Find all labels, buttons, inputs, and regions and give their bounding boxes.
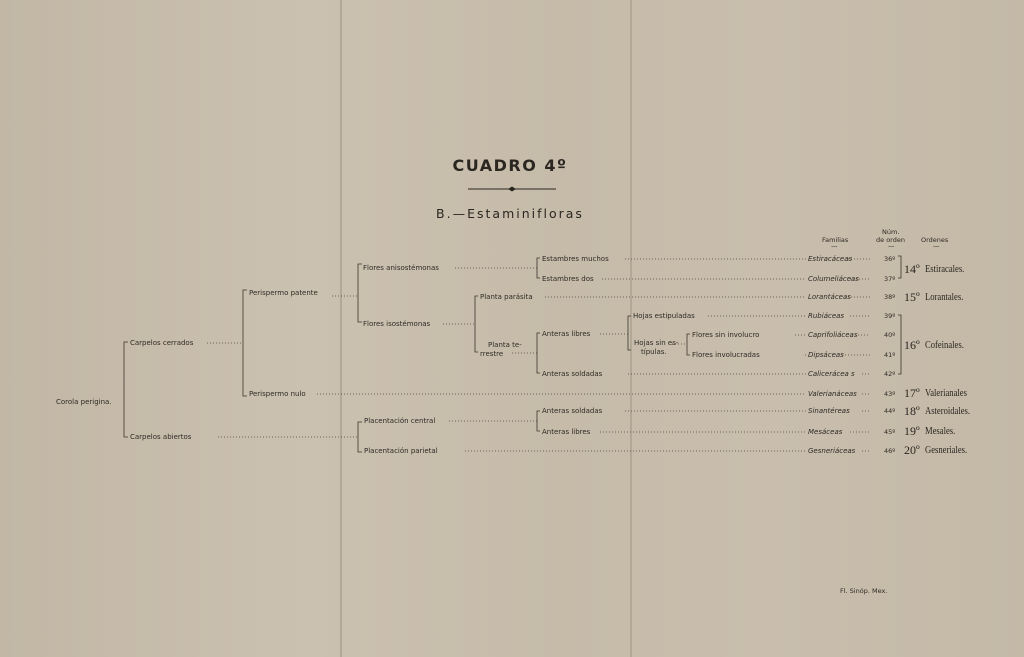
- label-carpelos-cerrados: Carpelos cerrados: [130, 339, 194, 347]
- label-flores-isostemonas: Flores isostémonas: [363, 320, 431, 328]
- label-flores-involucradas: Flores involucradas: [692, 351, 760, 359]
- family-name: Sinantéreas: [808, 407, 850, 415]
- order-number: 17º: [904, 386, 920, 400]
- label-perispermo-patente: Perispermo patente: [249, 289, 318, 297]
- family-number: 41º: [884, 351, 896, 359]
- label-estambres-dos: Estambres dos: [542, 275, 594, 283]
- header-num-dash: —: [888, 242, 895, 250]
- order-name: Gesneriales.: [925, 444, 968, 456]
- family-number: 40º: [884, 331, 896, 339]
- label-anteras-libres-2: Anteras libres: [542, 428, 591, 436]
- label-carpelos-abiertos: Carpelos abiertos: [130, 433, 192, 441]
- header-familias-dash: —: [831, 242, 838, 250]
- order-number: 20º: [904, 443, 920, 457]
- label-hojas-sin-2: típulas.: [641, 348, 667, 356]
- family-name: Caprifoliáceas: [808, 331, 858, 339]
- family-number: 37º: [884, 275, 896, 283]
- page-subtitle: B.—Estaminifloras: [436, 206, 584, 221]
- label-hojas-estipuladas: Hojas estipuladas: [633, 312, 695, 320]
- header-ordenes-dash: —: [933, 242, 940, 250]
- order-name: Lorantales.: [925, 291, 964, 303]
- header-familias: Familias: [822, 236, 849, 244]
- label-estambres-muchos: Estambres muchos: [542, 255, 609, 263]
- order-name: Valerianales: [925, 387, 967, 399]
- family-number: 42º: [884, 370, 896, 378]
- family-number: 38º: [884, 293, 896, 301]
- label-placentacion-parietal: Placentación parietal: [364, 447, 438, 455]
- order-name: Cofeinales.: [925, 339, 964, 351]
- order-number: 19º: [904, 424, 920, 438]
- family-name: Mesáceas: [808, 428, 843, 436]
- order-number: 14º: [904, 262, 920, 276]
- family-name: Valerianáceas: [808, 390, 857, 398]
- label-hojas-sin-1: Hojas sin es-: [634, 339, 679, 347]
- order-number: 15º: [904, 290, 920, 304]
- label-anteras-soldadas-2: Anteras soldadas: [542, 407, 603, 415]
- label-planta-parasita: Planta parásita: [480, 293, 533, 301]
- label-flores-sin-involucro: Flores sin involucro: [692, 331, 760, 339]
- label-corola-perigina: Corola perigina.: [56, 398, 112, 406]
- label-planta-terrestre-2: rrestre: [480, 350, 504, 358]
- family-number: 44º: [884, 407, 896, 415]
- label-planta-terrestre-1: Planta te-: [488, 341, 522, 349]
- order-number: 16º: [904, 338, 920, 352]
- family-name: Rubiáceas: [808, 312, 845, 320]
- family-name: Calicerácea s: [808, 370, 855, 378]
- order-name: Asteroidales.: [925, 405, 971, 417]
- family-name: Lorantáceas: [808, 293, 851, 301]
- header-de-orden: de orden: [876, 236, 905, 244]
- label-placentacion-central: Placentación central: [364, 417, 436, 425]
- order-name: Estiracales.: [925, 263, 965, 275]
- label-anteras-libres: Anteras libres: [542, 330, 591, 338]
- family-name: Estiracáceas: [808, 255, 853, 263]
- footer-credit: Fl. Sinóp. Mex.: [840, 587, 888, 595]
- family-name: Gesneriáceas: [808, 447, 856, 455]
- label-perispermo-nulo: Perispermo nulo: [249, 390, 306, 398]
- page-title: CUADRO 4º: [452, 156, 568, 175]
- family-number: 46º: [884, 447, 896, 455]
- label-anteras-soldadas: Anteras soldadas: [542, 370, 603, 378]
- family-name: Dipsáceas: [808, 351, 844, 359]
- family-number: 36º: [884, 255, 896, 263]
- header-num: Núm.: [882, 228, 900, 236]
- family-number: 45º: [884, 428, 896, 436]
- header-ordenes: Ordenes: [921, 236, 949, 244]
- order-name: Mesales.: [925, 425, 956, 437]
- label-flores-anisostemonas: Flores anisostémonas: [363, 264, 439, 272]
- family-name: Columeliáceas: [808, 275, 859, 283]
- family-number: 39º: [884, 312, 896, 320]
- order-number: 18º: [904, 404, 920, 418]
- family-number: 43º: [884, 390, 896, 398]
